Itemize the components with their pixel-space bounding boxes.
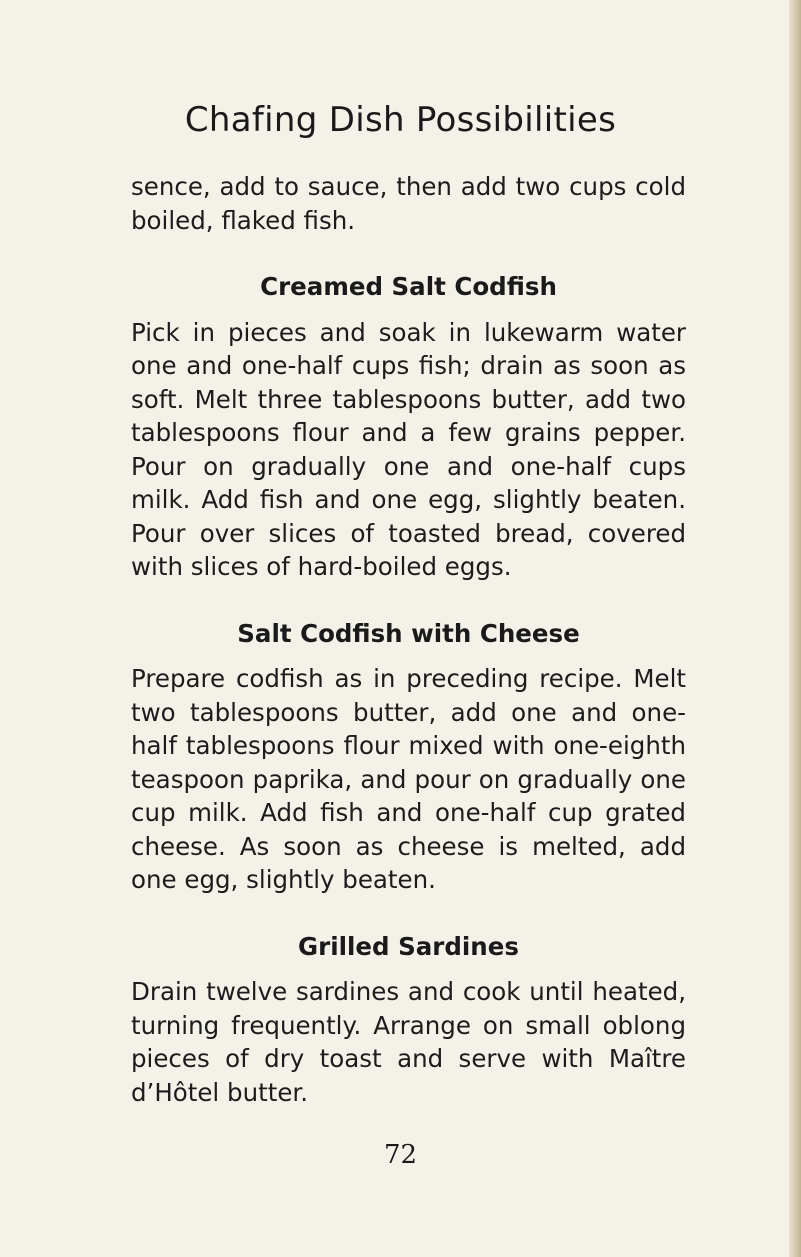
recipe-body-salt-codfish-with-cheese: Prepare codfish as in preceding recipe. Melt two tablespoons butter, add one and one-half tablespoons flour mixed with one-eighth teaspoon paprika, and pour on gradually one cup milk. Add fish and one-half cup grated cheese. As soon as cheese is melted, add one egg, slightly beaten. — [131, 664, 686, 894]
recipe-body-creamed-salt-codfish: Pick in pieces and soak in lukewarm water one and one-half cups fish; drain as soon as soft. Melt three tablespoons butter, add two tablespoons flour and a few grains pepper. Pour on gradually one and one-half cups milk. Add fish and one egg, slightly beaten. Pour over slices of toasted bread, covered with slices of hard-boiled eggs. — [131, 317, 686, 581]
running-head: Chafing Dish Possibilities — [184, 100, 617, 140]
intro-paragraph: sence, add to sauce, then add two cups cold boiled, flaked fish. — [131, 172, 686, 235]
recipe-heading-creamed-salt-codfish: Creamed Salt Codfish — [260, 272, 557, 301]
recipe-body-grilled-sardines: Drain twelve sardines and cook until heated, turning frequently. Arrange on small oblong pieces of dry toast and serve with Maître d’Hôtel butter. — [131, 977, 686, 1107]
recipe-heading-salt-codfish-with-cheese: Salt Codfish with Cheese — [237, 618, 580, 648]
recipe-heading-grilled-sardines: Grilled Sardines — [298, 931, 519, 961]
page-number: 72 — [383, 1140, 418, 1170]
page-edge — [789, 0, 801, 1257]
page-body — [131, 170, 686, 1109]
